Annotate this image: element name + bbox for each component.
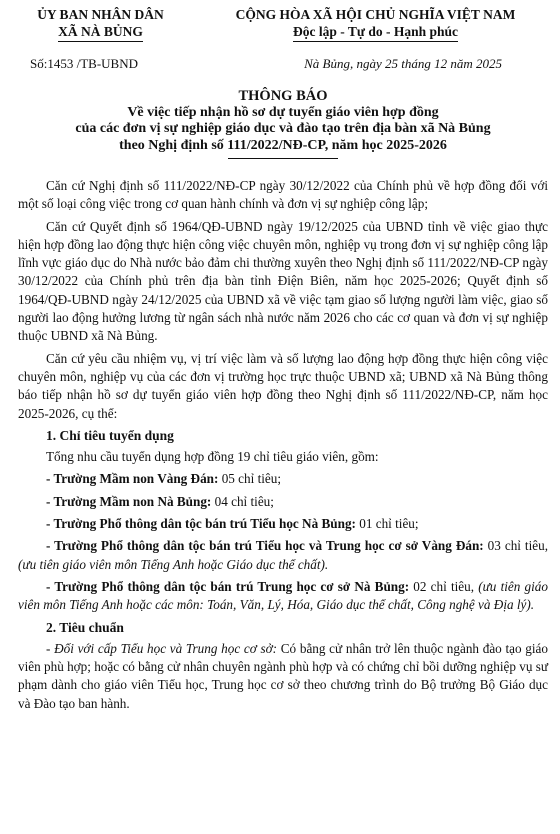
- country-name: CỘNG HÒA XÃ HỘI CHỦ NGHĨA VIỆT NAM: [235, 7, 516, 22]
- place-and-date: Nà Bủng, ngày 25 tháng 12 năm 2025: [304, 56, 502, 71]
- quota-item: [18, 578, 548, 615]
- quota-school-name: - Trường Phổ thông dân tộc bán trú Trung học cơ sở Nà Bủng:: [46, 578, 410, 594]
- section-1-heading: 1. Chỉ tiêu tuyển dụng: [46, 427, 174, 443]
- quota-note: (ưu tiên giáo viên môn Tiếng Anh hoặc Giáo dục thể chất).: [18, 556, 329, 572]
- standards-text: Có bằng cử nhân trở lên thuộc ngành đào tạo giáo viên phù hợp; hoặc có bằng cử nhân chuyên ngành phù hợp và có chứng chỉ bồi dưỡng nghiệp vụ sư phạm dành cho giáo viên Tiểu học, Trung học cơ sở theo chương trình do Bộ trưởng Bộ Giáo dục và Đào tạo ban hành.: [18, 640, 549, 711]
- document-number: Số:1453 /TB-UBND: [30, 56, 138, 71]
- paragraph-legal-basis-1: Căn cứ Nghị định số 111/2022/NĐ-CP ngày 30/12/2022 của Chính phủ về hợp đồng đối với một số loại công việc trong cơ quan hành chính và đơn vị sự nghiệp công lập;: [18, 178, 548, 212]
- section-2-heading: 2. Tiêu chuẩn: [46, 619, 124, 635]
- quota-school-name: - Trường Mầm non Vàng Đán:: [46, 471, 219, 487]
- paragraph-legal-basis-2: Căn cứ Quyết định số 1964/QĐ-UBND ngày 19/12/2025 của UBND tỉnh về việc giao thực hiện hợp đồng lao động thực hiện công việc chuyên môn, nghiệp vụ trong đơn vị sự nghiệp công lập lĩnh vực giáo dục do Nhà nước bảo đảm chi thường xuyên theo Nghị định số 111/2022/NĐ-CP ngày 30/12/2022 của Chính phủ trên địa bàn tỉnh Điện Biên, năm học 2025-2026; Quyết định số 1964/QĐ-UBND ngày 24/12/2025 của UBND xã về việc tạm giao số lượng người làm việc, giao số người lao động hưởng lương từ ngân sách nhà nước năm 2026 cho các cơ quan và đơn vị sự nghiệp thuộc UBND xã Nà Bủng.: [18, 218, 549, 344]
- quota-school-name: - Trường Phổ thông dân tộc bán trú Tiểu học và Trung học cơ sở Vàng Đán:: [46, 538, 484, 554]
- quota-school-name: - Trường Mầm non Nà Bủng:: [46, 493, 212, 509]
- quota-count: 02 chỉ tiêu,: [409, 578, 479, 594]
- title-subject-3: theo Nghị định số 111/2022/NĐ-CP, năm học 2025-2026: [119, 137, 447, 153]
- agency-line-2: XÃ NÀ BỦNG: [58, 23, 143, 42]
- quota-count: 01 chỉ tiêu;: [355, 516, 419, 532]
- quota-note: (ưu tiên giáo viên môn Tiếng Anh hoặc các môn: Toán, Văn, Lý, Hóa, Giáo dục thể chất, Công nghệ và Địa lý).: [18, 578, 548, 613]
- standards-lead: - Đối với cấp Tiểu học và Trung học cơ sở:: [46, 640, 278, 656]
- quota-item: [18, 515, 548, 533]
- title-type: THÔNG BÁO: [238, 88, 328, 104]
- paragraph-legal-basis-3: Căn cứ yêu cầu nhiệm vụ, vị trí việc làm và số lượng lao động hợp đồng thực hiện công việc chuyên môn, nghiệp vụ của các đơn vị trường học trực thuộc UBND xã; UBND xã Nà Bủng thông báo tiếp nhận hồ sơ dự tuyển giáo viên hợp đồng theo Nghị định số 111/2022/NĐ-CP, năm học 2025-2026, cụ thể:: [18, 350, 548, 421]
- section-1-intro: Tổng nhu cầu tuyển dụng hợp đồng 19 chỉ tiêu giáo viên, gồm:: [46, 449, 379, 465]
- standards-paragraph: [18, 640, 548, 713]
- quota-school-name: - Trường Phổ thông dân tộc bán trú Tiểu học Nà Bủng:: [46, 516, 356, 532]
- quota-item: [18, 493, 548, 511]
- agency-line-1: ỦY BAN NHÂN DÂN: [37, 7, 164, 22]
- document-body: [18, 177, 548, 713]
- title-divider: [228, 158, 338, 159]
- quota-count: 05 chỉ tiêu;: [218, 471, 282, 487]
- issuing-agency: [18, 6, 183, 42]
- title-subject-1: Về việc tiếp nhận hồ sơ dự tuyển giáo viên hợp đồng: [127, 104, 439, 120]
- quota-item: [18, 470, 548, 488]
- document-header: [18, 6, 548, 42]
- document-meta: [18, 56, 548, 72]
- quota-count: 03 chỉ tiêu,: [483, 538, 548, 554]
- document-title: [18, 88, 548, 159]
- title-subject-2: của các đơn vị sự nghiệp giáo dục và đào tạo trên địa bàn xã Nà Bủng: [75, 121, 491, 136]
- quota-count: 04 chỉ tiêu;: [211, 493, 274, 509]
- motto-line: Độc lập - Tự do - Hạnh phúc: [293, 23, 458, 42]
- national-motto: [203, 6, 548, 42]
- quota-item: [18, 537, 548, 574]
